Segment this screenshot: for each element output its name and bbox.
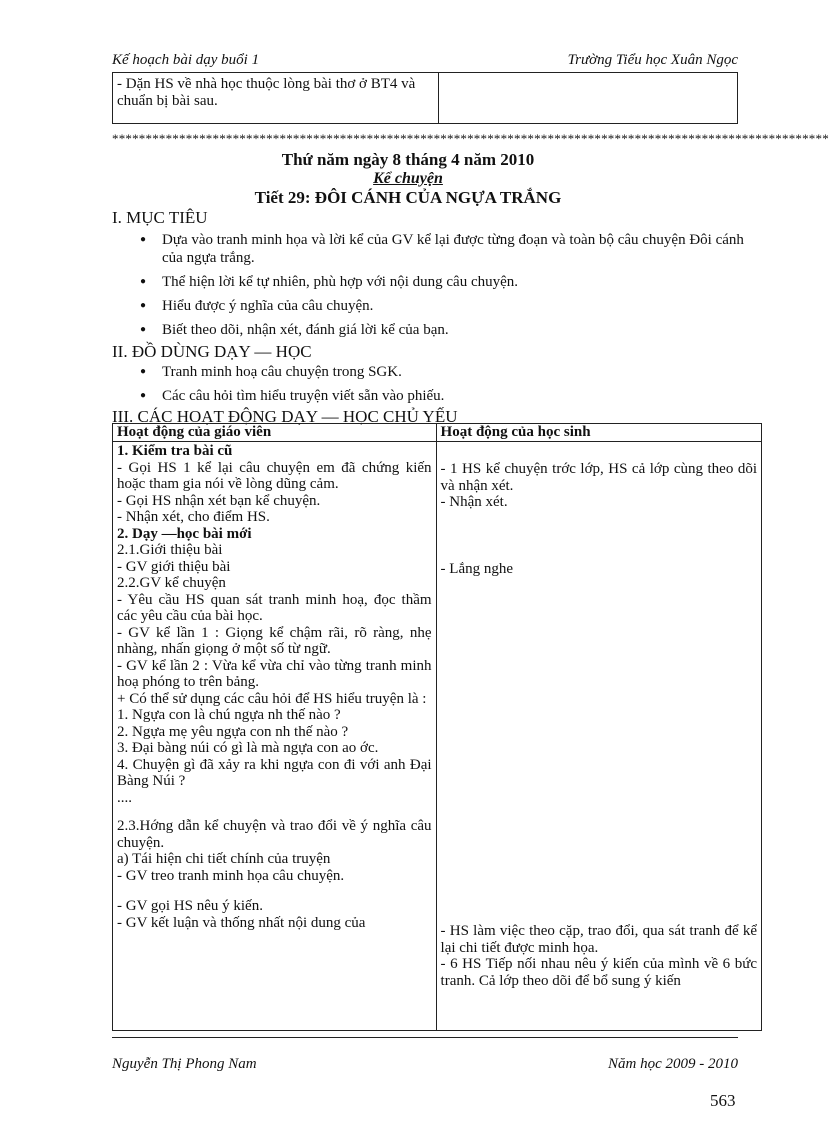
teacher-column-header: Hoạt động của giáo viên: [113, 424, 437, 442]
teacher-line: - GV kể lần 2 : Vừa kể vừa chỉ vào từng tranh minh hoạ phóng to trên bảng.: [117, 657, 432, 690]
teacher-line: - GV kể lần 1 : Giọng kể chậm rãi, rõ ràng, nhẹ nhàng, nhấn giọng ở một số từ ngữ.: [117, 624, 432, 657]
footer-author: Nguyễn Thị Phong Nam: [112, 1056, 257, 1072]
objective-item: ● Thể hiện lời kể tự nhiên, phù hợp với nội dung câu chuyện.: [140, 273, 750, 291]
teacher-line: 2. Dạy —học bài mới: [117, 525, 252, 542]
teacher-line: - GV kết luận và thống nhất nội dung của: [117, 914, 366, 931]
header-left: Kế hoạch bài dạy buổi 1: [112, 52, 260, 68]
teacher-line: - Yêu cầu HS quan sát tranh minh hoạ, đọc thầm các yêu cầu của bài học.: [117, 591, 432, 624]
student-line: - 6 HS Tiếp nối nhau nêu ý kiến của mình về 6 bức tranh. Cả lớp theo dõi để bổ sung ý kiến: [440, 956, 757, 989]
teacher-line: + Có thể sử dụng các câu hỏi để HS hiểu truyện là :: [117, 690, 427, 707]
objective-item: ● Hiểu được ý nghĩa của câu chuyện.: [140, 297, 750, 315]
objective-item: ● Dựa vào tranh minh họa và lời kể của GV kể lại được từng đoạn và toàn bộ câu chuyện Đôi cánh của ngựa trắng.: [140, 231, 750, 267]
lesson-title: Tiết 29: ĐÔI CÁNH CỦA NGỰA TRẮNG: [254, 188, 562, 207]
material-item: ● Tranh minh hoạ câu chuyện trong SGK.: [140, 363, 750, 381]
teacher-line: ....: [117, 789, 132, 806]
materials-list: [140, 363, 750, 411]
teacher-line: 3. Đại bàng núi có gì là mà ngựa con ao ớc.: [117, 740, 379, 756]
teacher-line: - GV giới thiệu bài: [117, 558, 231, 575]
teacher-line: 2.3.Hớng dẫn kể chuyện và trao đổi về ý nghĩa câu chuyện.: [117, 818, 432, 851]
student-line: - Lắng nghe: [440, 560, 514, 577]
student-column-header: Hoạt động của học sinh: [436, 424, 761, 442]
teacher-line: - GV treo tranh minh họa câu chuyện.: [117, 867, 345, 884]
teacher-line: 1. Ngựa con là chú ngựa nh thế nào ?: [117, 707, 341, 723]
teacher-line: - GV gọi HS nêu ý kiến.: [117, 898, 263, 914]
objectives-list: [140, 231, 750, 345]
teacher-line: - Gọi HS nhận xét bạn kể chuyện.: [117, 492, 321, 509]
student-line: - HS làm việc theo cặp, trao đổi, qua sát tranh để kể lại chi tiết được minh họa.: [440, 923, 757, 956]
page-number: 563: [710, 1091, 736, 1110]
previous-activity-right: [439, 73, 738, 124]
material-item: ● Các câu hỏi tìm hiểu truyện viết sẵn vào phiếu.: [140, 387, 750, 405]
teacher-line: 1. Kiểm tra bài cũ: [117, 443, 233, 459]
student-line: - 1 HS kể chuyện trớc lớp, HS cả lớp cùng theo dõi và nhận xét.: [440, 461, 757, 494]
previous-activity-left: - Dặn HS về nhà học thuộc lòng bài thơ ở BT4 và chuẩn bị bài sau.: [113, 73, 439, 124]
lesson-subject: Kể chuyện: [373, 170, 443, 187]
page-footer: [112, 1037, 738, 1072]
previous-activity-table: [112, 72, 738, 124]
header-right: Trường Tiểu học Xuân Ngọc: [567, 52, 738, 68]
teacher-line: 4. Chuyện gì đã xảy ra khi ngựa con đi với anh Đại Bàng Núi ?: [117, 756, 432, 789]
student-line: - Nhận xét.: [440, 494, 508, 510]
teacher-line: - Gọi HS 1 kể lại câu chuyện em đã chứng kiến hoặc tham gia nói về lòng dũng cảm.: [117, 459, 432, 492]
teacher-line: - Nhận xét, cho điểm HS.: [117, 509, 270, 525]
activities-heading: III. CÁC HOẠT ĐỘNG DẠY — HỌC CHỦ YẾU: [112, 407, 458, 426]
teacher-line: 2.2.GV kể chuyện: [117, 575, 226, 591]
teacher-line: 2. Ngựa mẹ yêu ngựa con nh thế nào ?: [117, 723, 349, 740]
teacher-line: a) Tái hiện chi tiết chính của truyện: [117, 851, 331, 867]
page-header: [112, 50, 738, 73]
student-activities-cell: [436, 442, 761, 1031]
teacher-activities-cell: [113, 442, 437, 1031]
activities-table: [112, 423, 762, 1031]
lesson-date: Thứ năm ngày 8 tháng 4 năm 2010: [281, 150, 535, 169]
objective-item: ● Biết theo dõi, nhận xét, đánh giá lời kể của bạn.: [140, 321, 750, 339]
materials-heading: II. ĐỒ DÙNG DẠY — HỌC: [112, 342, 312, 361]
teacher-line: 2.1.Giới thiệu bài: [117, 542, 223, 558]
footer-school-year: Năm học 2009 - 2010: [608, 1056, 738, 1072]
separator-line: ***********************************************************************************************************: [112, 131, 829, 146]
objectives-heading: I. MỤC TIÊU: [112, 208, 208, 227]
